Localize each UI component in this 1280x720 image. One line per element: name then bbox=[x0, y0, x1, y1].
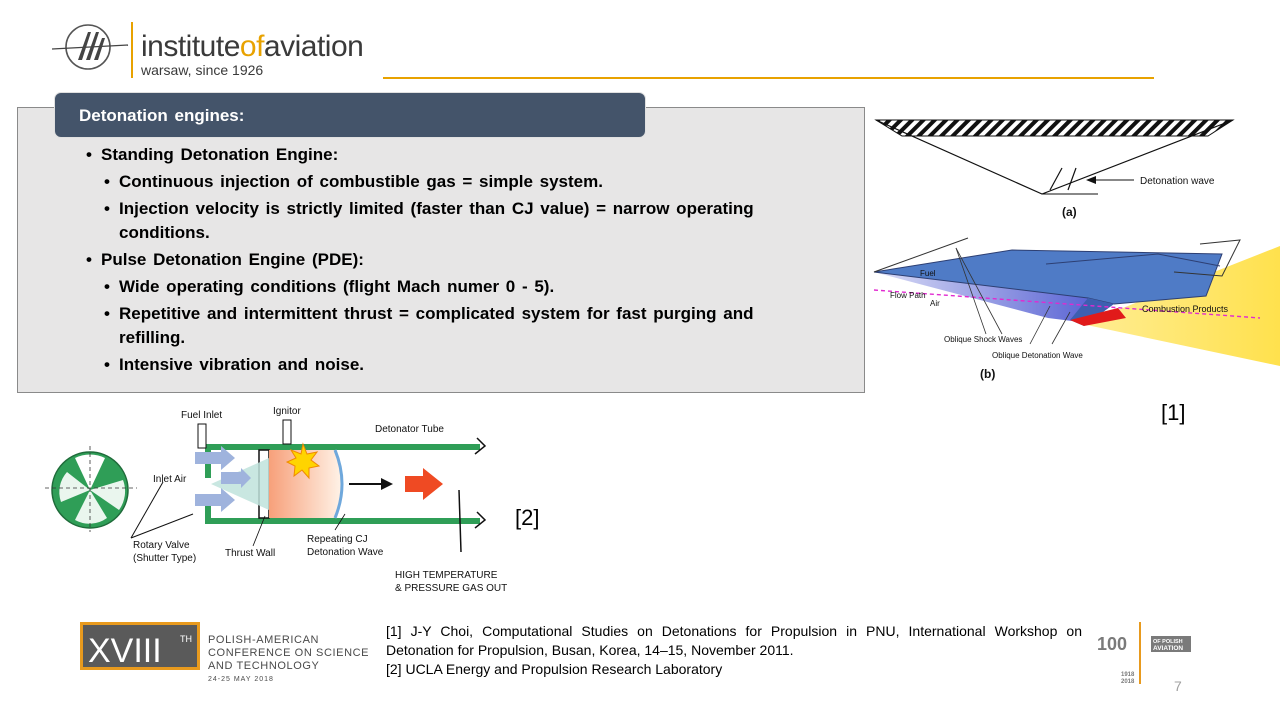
gas-out-label: HIGH TEMPERATURE bbox=[395, 570, 498, 581]
conference-name-line: POLISH-AMERICAN bbox=[208, 634, 320, 646]
bullet-pulse-engine: • Pulse Detonation Engine (PDE): bbox=[101, 248, 364, 272]
gas-out-label-2: & PRESSURE GAS OUT bbox=[395, 583, 508, 594]
conference-xviii-logo bbox=[80, 622, 200, 670]
hundred-year-start: 1918 bbox=[1121, 672, 1135, 678]
hundred-number: 100 bbox=[1097, 634, 1128, 654]
figure-a-caption: (a) bbox=[1062, 205, 1077, 219]
conference-name-line: AND TECHNOLOGY bbox=[208, 660, 320, 672]
logo-divider bbox=[131, 22, 133, 78]
bullet-repetitive-thrust: • Repetitive and intermittent thrust = complicated system for fast purging and refilling. bbox=[119, 302, 809, 350]
conference-date: 24-25 MAY 2018 bbox=[208, 676, 274, 683]
bullet-continuous-injection: • Continuous injection of combustible gas = simple system. bbox=[119, 170, 809, 194]
rotary-valve-type-label: (Shutter Type) bbox=[133, 553, 197, 564]
pulse-detonation-engine-figure bbox=[45, 402, 525, 597]
conference-numeral: XVIII bbox=[88, 632, 162, 670]
logo-tagline: warsaw, since 1926 bbox=[141, 62, 264, 78]
bullet-standing-engine: • Standing Detonation Engine: bbox=[101, 143, 338, 167]
inlet-air-label: Inlet Air bbox=[153, 474, 187, 485]
detonator-tube-label: Detonator Tube bbox=[375, 424, 444, 435]
hundred-line1: OF POLISH bbox=[1153, 639, 1183, 645]
bullet-injection-velocity: • Injection velocity is strictly limited (faster than CJ value) = narrow operating conditions. bbox=[119, 197, 809, 245]
rotary-valve-label: Rotary Valve bbox=[133, 540, 190, 551]
references-block bbox=[386, 622, 1082, 679]
page-number: 7 bbox=[1174, 678, 1182, 694]
figure-b-caption: (b) bbox=[980, 367, 996, 381]
logo-wordmark: instituteofaviation bbox=[141, 30, 364, 63]
hundred-years-logo bbox=[1095, 620, 1195, 686]
reference-1: [1] J-Y Choi, Computational Studies on Detonations for Propulsion in PNU, International Workshop on Detonation for Propulsion, Busan, Korea, 14–15, November 2011. bbox=[386, 623, 1082, 658]
fuel-inlet-label: Fuel Inlet bbox=[181, 410, 223, 421]
section-title: Detonation engines: bbox=[79, 106, 245, 125]
detonation-wave-label: Detonation wave bbox=[1140, 176, 1215, 187]
bullet-wide-conditions: • Wide operating conditions (flight Mach numer 0 - 5). bbox=[119, 275, 809, 299]
ignitor-label: Ignitor bbox=[273, 406, 301, 417]
oblique-detonation-figure bbox=[870, 236, 1280, 386]
oblique-detonation-label: Oblique Detonation Wave bbox=[992, 351, 1083, 360]
reference-marker-1: [1] bbox=[1161, 400, 1186, 425]
hundred-line2: AVIATION bbox=[1153, 645, 1184, 652]
standing-detonation-figure bbox=[872, 112, 1237, 224]
conference-name bbox=[208, 634, 383, 673]
oblique-shock-label: Oblique Shock Waves bbox=[944, 335, 1023, 344]
hundred-year-end: 2018 bbox=[1121, 679, 1135, 685]
institute-logo-emblem bbox=[50, 18, 130, 76]
repeating-cj-label: Repeating CJ bbox=[307, 534, 368, 545]
fuel-label: Fuel bbox=[920, 269, 936, 278]
reference-2: [2] UCLA Energy and Propulsion Research Laboratory bbox=[386, 661, 723, 677]
flow-path-label: Flow Path bbox=[890, 291, 926, 300]
section-title-bar bbox=[54, 92, 646, 138]
header-rule bbox=[383, 77, 1154, 79]
thrust-wall-label: Thrust Wall bbox=[225, 548, 276, 559]
bullet-vibration-noise: • Intensive vibration and noise. bbox=[119, 353, 809, 377]
conference-numeral-suffix: TH bbox=[180, 634, 192, 644]
air-label: Air bbox=[930, 299, 940, 308]
reference-marker-2: [2] bbox=[515, 505, 540, 530]
conference-name-line: CONFERENCE ON SCIENCE bbox=[208, 647, 370, 659]
detonation-wave-pde-label: Detonation Wave bbox=[307, 547, 384, 558]
combustion-products-label: Combustion Products bbox=[1142, 304, 1229, 314]
